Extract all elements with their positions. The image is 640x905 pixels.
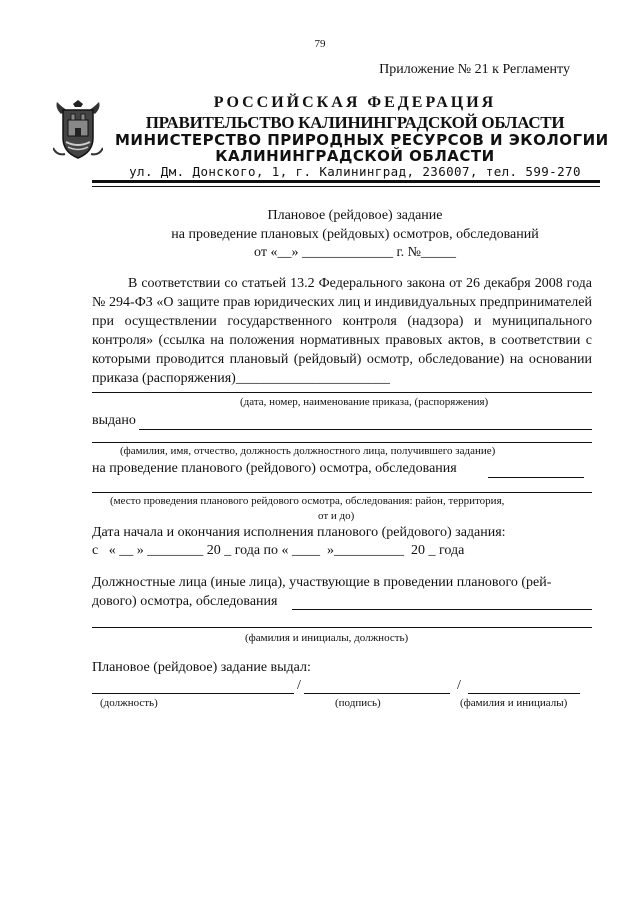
document-subtitle: на проведение плановых (рейдовых) осмотров, обследований bbox=[171, 227, 539, 242]
person-caption: (фамилия, имя, отчество, должность должностного лица, получившего задание) bbox=[120, 445, 496, 457]
header-ministry: МИНИСТЕРСТВО ПРИРОДНЫХ РЕСУРСОВ И ЭКОЛОГИИ bbox=[115, 131, 609, 149]
separator-1: / bbox=[297, 678, 301, 693]
header-divider-thin bbox=[92, 186, 600, 187]
issued-line[interactable] bbox=[139, 429, 592, 430]
document-title: Плановое (рейдовое) задание bbox=[267, 208, 443, 223]
name-line[interactable] bbox=[468, 693, 580, 694]
page-number: 79 bbox=[314, 38, 326, 50]
officials-caption: (фамилия и инициалы, должность) bbox=[245, 632, 409, 644]
position-caption: (должность) bbox=[100, 697, 158, 709]
dates-label: Дата начала и окончания исполнения планового (рейдового) задания: bbox=[92, 525, 506, 540]
place-line[interactable] bbox=[92, 492, 592, 493]
issued-line-2[interactable] bbox=[92, 442, 592, 443]
dates-line: с « __ » ________ 20 _ года по « ____ »__________ 20 _ года bbox=[92, 543, 465, 558]
signature-caption: (подпись) bbox=[335, 697, 381, 709]
header-address: ул. Дм. Донского, 1, г. Калининград, 236007, тел. 599-270 bbox=[129, 164, 581, 179]
officials-label-1: Должностные лица (иные лица), участвующие в проведении планового (рей- bbox=[92, 575, 552, 590]
order-caption: (дата, номер, наименование приказа, (распоряжения) bbox=[240, 396, 489, 408]
header-region: КАЛИНИНГРАДСКОЙ ОБЛАСТИ bbox=[215, 147, 495, 165]
officials-line[interactable] bbox=[292, 609, 592, 610]
separator-2: / bbox=[457, 678, 461, 693]
intro-paragraph bbox=[92, 274, 592, 388]
header-country: РОССИЙСКАЯ ФЕДЕРАЦИЯ bbox=[213, 94, 497, 111]
officials-label-2: дового) осмотра, обследования bbox=[92, 594, 278, 609]
issued-by-label: Плановое (рейдовое) задание выдал: bbox=[92, 660, 311, 675]
place-caption-2: от и до) bbox=[318, 510, 355, 522]
officials-line-2[interactable] bbox=[92, 627, 592, 628]
header-divider-thick bbox=[92, 180, 600, 183]
order-line bbox=[92, 392, 592, 393]
inspection-line[interactable] bbox=[488, 477, 584, 478]
header-government: ПРАВИТЕЛЬСТВО КАЛИНИНГРАДСКОЙ ОБЛАСТИ bbox=[145, 113, 565, 132]
signature-line[interactable] bbox=[304, 693, 450, 694]
appendix-label: Приложение № 21 к Регламенту bbox=[379, 62, 570, 77]
issued-label: выдано bbox=[92, 413, 136, 428]
coat-of-arms-icon bbox=[53, 98, 103, 160]
position-line[interactable] bbox=[92, 693, 294, 694]
place-caption-1: (место проведения планового рейдового осмотра, обследования: район, территория, bbox=[110, 495, 505, 507]
inspection-label: на проведение планового (рейдового) осмотра, обследования bbox=[92, 461, 457, 476]
intro-text: В соответствии со статьей 13.2 Федерального закона от 26 декабря 2008 года № 294-ФЗ «О защите прав юридических лиц и индивидуальных предпринимателей при осуществлении государственного контроля (надзора) и муниципального контроля» (ссылка на положения нормативных правовых актов, в соответствии с которыми проводится плановый (рейдовый) осмотр, обследование) на основании приказа (распоряжения)______________________ bbox=[92, 276, 592, 386]
document-date-number: от «__» _____________ г. №_____ bbox=[254, 245, 456, 260]
name-caption: (фамилия и инициалы) bbox=[460, 697, 568, 709]
